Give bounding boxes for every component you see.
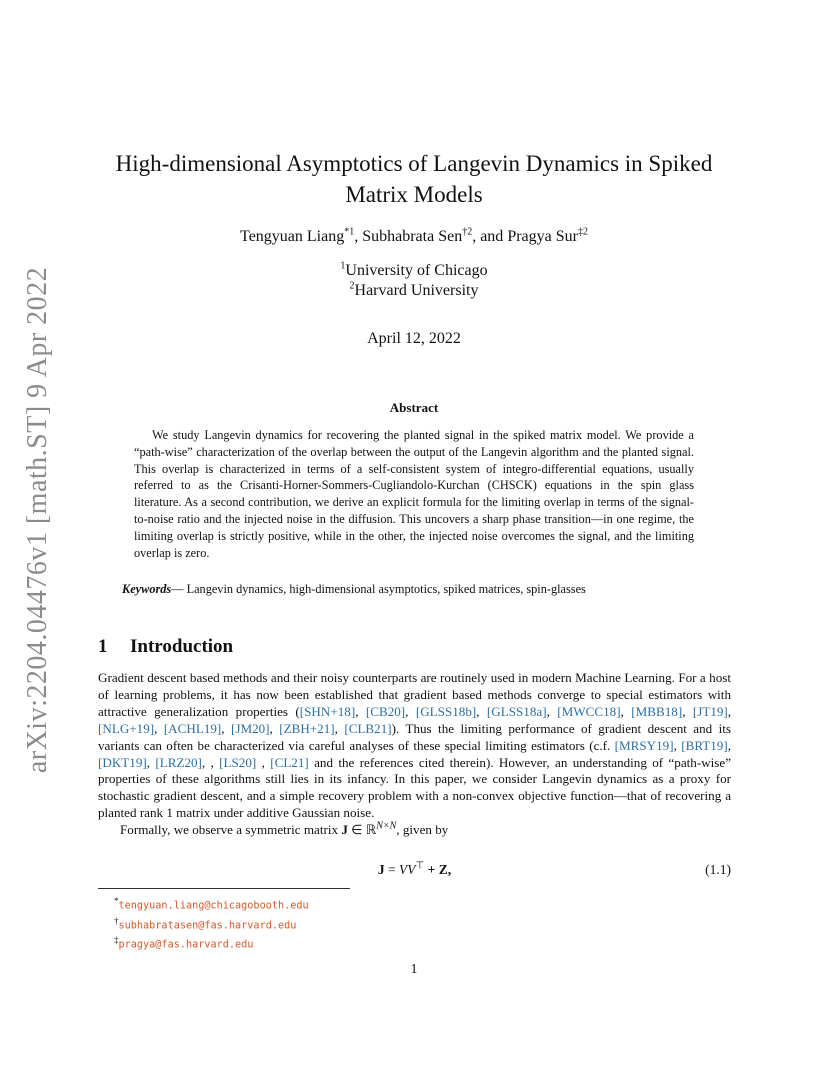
email-link[interactable]: pragya@fas.harvard.edu [118,939,254,951]
abstract-heading: Abstract [389,400,439,415]
intro-text: Gradient descent based methods and their noisy counterparts are routinely used in modern Machine Learning. For a host of learning problems, it has now been established that gradient based methods converge to special estimators with attractive generalization properties ( [98,670,731,719]
citation-link[interactable]: [NLG+19] [98,720,155,736]
title-line-1: High-dimensional Asymptotics of Langevin Dynamics in Spiked [115,151,713,176]
abstract-text: We study Langevin dynamics for recovering the planted signal in the spiked matrix model. We provide a “path-wise” characterization of the overlap between the output of the Langevin algorithm and the planted signal. This overlap is characterized in terms of a self-consistent system of integro-differential equations, usually referred to as the Crisanti-Horner-Sommers-Cugliandolo-Kurchan (CHSCK) equations in the spin glass literature. As a second contribution, we derive an explicit formula for the limiting overlap in terms of the signal-to-noise ratio and the injected noise in the diffusion. This uncovers a sharp phase transition—in one regime, the limiting overlap is strictly positive, while in the other, the injected noise overcomes the signal, and the limiting overlap is zero. [134,428,694,560]
footnote-mark: ‡ [114,935,119,946]
intro-paragraph [98,822,731,839]
author-mark: *1 [344,226,355,238]
citation-link[interactable]: [JM20] [230,720,270,736]
footnote-divider [98,888,350,889]
citation-link[interactable]: [SHN+18] [299,703,356,719]
author-separator: , [354,228,363,245]
author-list [98,228,730,246]
introduction-body [98,670,731,839]
intro-text: Formally, we observe a symmetric matrix [120,822,342,838]
keywords-text: — Langevin dynamics, high-dimensional asymptotics, spiked matrices, spin-glasses [171,582,586,596]
footnote [114,894,309,914]
footnote-mark: * [114,896,119,906]
paper-date: April 12, 2022 [367,330,461,347]
dimension-superscript: N×N [376,820,397,832]
affiliation [98,282,730,300]
affiliation [98,262,730,280]
section-title: Introduction [130,636,234,657]
transpose-mark: ⊤ [415,860,425,872]
citation-link[interactable]: [GLSS18b] [415,703,477,719]
author-mark: ‡2 [577,226,588,238]
affiliation-name: University of Chicago [345,262,488,279]
citation-link[interactable]: [CL21] [270,754,309,770]
author-name: Tengyuan Liang [240,228,345,245]
citation-link[interactable]: [MBB18] [631,703,683,719]
email-link[interactable]: subhabratasen@fas.harvard.edu [118,920,297,932]
citation-link[interactable]: [CB20] [365,703,406,719]
email-link[interactable]: tengyuan.liang@chicagobooth.edu [118,900,309,912]
page-number: 1 [410,962,418,977]
affiliation-name: Harvard University [354,282,479,299]
title-line-2: Matrix Models [345,182,483,207]
matrix-symbol: J [341,822,348,838]
citation-link[interactable]: [MRSY19] [614,737,674,753]
intro-paragraph: Gradient descent based methods and their noisy counterparts are routinely used in modern Machine Learning. For a host of learning problems, it has now been established that gradient based methods converge to special estimators with attractive generalization properties ([SHN+18], [CB20], [GLSS18b], [GLSS18a], [MWCC18], [MBB18], [JT19], [NLG+19], [ACHL19], [JM20], [ZBH+21], [CLB21]). Thus the limiting performance of gradient descent and its variants can often be characterized via careful analyses of these special limiting estimators (c.f. [MRSY19], [BRT19], [DKT19], [LRZ20], , [LS20] , [CL21] and the references cited therein). However, an understanding of “path-wise” properties of these algorithms still lies in its infancy. In this paper, we consider Langevin dynamics as a proxy for stochastic gradient descent, and a simple recovery problem with a non-convex objective function—that of recovering a planted rank 1 matrix under additive Gaussian noise. [98,670,732,821]
footnotes [114,894,309,953]
citation-link[interactable]: [BRT19] [681,737,728,753]
citation-link[interactable]: [DKT19] [98,754,147,770]
citation-link[interactable]: [ZBH+21] [279,720,335,736]
footnote [114,933,309,953]
citation-link[interactable]: [LS20] [219,754,257,770]
citation-link[interactable]: [JT19] [692,703,728,719]
equation-lhs: J [377,862,385,877]
footnote [114,914,309,934]
affiliation-mark: 2 [349,280,355,292]
equation-sign: = [384,862,400,877]
citation-link[interactable]: [GLSS18a] [486,703,547,719]
equation-noise: + Z, [424,862,452,877]
paper-title [98,148,730,210]
equation-body [98,862,731,878]
intro-text: and the references cited therein). However, an understanding of “path-wise” properties of these algorithms still lies in its infancy. In this paper, we consider Langevin dynamics as a proxy for stochastic gradient descent, and a simple recovery problem with a non-convex objective function—that of recovering a planted rank 1 matrix under additive Gaussian noise. [98,754,732,821]
author-name: Subhabrata Sen [362,228,463,245]
citation-link[interactable]: [ACHL19] [163,720,222,736]
intro-text: ∈ ℝ [347,822,377,838]
keywords-label: Keywords [122,582,172,596]
affiliation-mark: 1 [340,260,346,272]
intro-text: ). Thus the limiting performance of gradient descent and its variants can often be characterized via careful analyses of these special limiting estimators (c.f. [98,720,732,753]
author-name: Pragya Sur [507,228,578,245]
author-mark: †2 [462,226,473,238]
keywords-line [122,582,722,597]
arxiv-identifier-stamp [20,266,56,774]
section-heading [98,636,233,658]
citation-link[interactable]: [CLB21] [344,720,392,736]
arxiv-identifier-text: arXiv:2204.04476v1 [math.ST] 9 Apr 2022 [22,266,53,774]
section-number: 1 [98,636,108,657]
intro-text: , given by [396,822,449,838]
equation-number: (1.1) [705,862,731,877]
citation-link[interactable]: [LRZ20] [155,754,202,770]
footnote-mark: † [114,915,119,926]
citation-link[interactable]: [MWCC18] [557,703,621,719]
equation-vv: VV [399,862,416,877]
author-separator: , and [472,228,508,245]
